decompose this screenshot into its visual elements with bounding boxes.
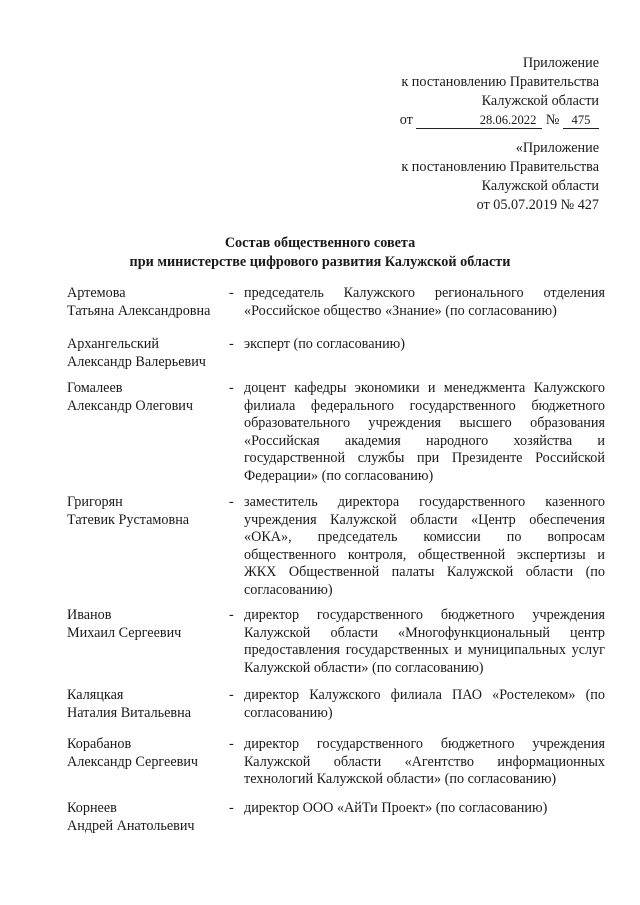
member-given-names: Александр Олегович: [67, 397, 193, 414]
title-line-1: Состав общественного совета: [224, 235, 416, 251]
member-surname: Каляцкая: [67, 687, 124, 703]
member-given-names: Михаил Сергеевич: [67, 624, 182, 641]
resolution-date: 28.06.2022: [416, 112, 542, 129]
member-given-names: Андрей Анатольевич: [67, 817, 195, 834]
title-line-2: при министерстве цифрового развития Калужской области: [129, 254, 511, 270]
member-surname: Григорян: [67, 494, 123, 510]
appendix-header-new: [400, 54, 599, 130]
member-given-names: Татевик Рустамовна: [67, 511, 190, 528]
member-given-names: Александр Валерьевич: [67, 353, 206, 370]
separator-dash: -: [229, 607, 234, 623]
appendix-label: Приложение: [522, 55, 599, 71]
member-role: доцент кафедры экономики и менеджмента Калужского филиала федерального государственного бюджетного образовательного учреждения высшего образования «Российская академия народного хозяйства и государственной службы при Президенте Российской Федерации» (по согласованию): [244, 380, 605, 484]
member-role: директор Калужского филиала ПАО «Ростелеком» (по согласованию): [244, 687, 605, 721]
appendix-label: «Приложение: [515, 140, 599, 156]
member-name: [67, 336, 227, 371]
member-given-names: Наталия Витальевна: [67, 704, 192, 721]
member-surname: Иванов: [67, 607, 112, 623]
member-name: [67, 607, 227, 642]
member-role: директор государственного бюджетного учреждения Калужской области «Агентство информационных технологий Калужской области» (по согласованию): [244, 736, 605, 787]
resolution-date-line: от 05.07.2019 № 427: [476, 197, 599, 213]
member-name: [67, 285, 227, 320]
member-surname: Корабанов: [67, 736, 132, 752]
resolution-reference: к постановлению Правительства: [401, 74, 599, 90]
separator-dash: -: [229, 336, 234, 352]
member-given-names: Александр Сергеевич: [67, 753, 199, 770]
member-role: заместитель директора государственного казенного учреждения Калужской области «Центр обеспечения «ОКА», председатель комиссии по вопросам общественного контроля, общественной экспертизы и ЖКХ Общественной палаты Калужской области (по согласованию): [244, 494, 605, 598]
member-surname: Артемова: [67, 285, 126, 301]
member-name: [67, 687, 227, 722]
separator-dash: -: [229, 800, 234, 816]
separator-dash: -: [229, 736, 234, 752]
member-role: председатель Калужского регионального отделения «Российское общество «Знание» (по согласованию): [244, 285, 605, 319]
date-prefix: от: [399, 112, 413, 128]
member-surname: Архангельский: [67, 336, 159, 352]
number-sign: №: [545, 112, 560, 128]
document-title: [0, 234, 640, 272]
region-name: Калужской области: [481, 178, 599, 194]
member-name: [67, 380, 227, 415]
appendix-header-old: [401, 139, 599, 215]
region-name: Калужской области: [481, 93, 599, 109]
resolution-reference: к постановлению Правительства: [401, 159, 599, 175]
separator-dash: -: [229, 494, 234, 510]
member-name: [67, 736, 227, 771]
member-role: эксперт (по согласованию): [244, 336, 406, 352]
member-given-names: Татьяна Александровна: [67, 302, 211, 319]
member-role: директор государственного бюджетного учреждения Калужской области «Многофункциональный центр предоставления государственных и муниципальных услуг Калужской области» (по согласованию): [244, 607, 605, 676]
separator-dash: -: [229, 687, 234, 703]
resolution-date-line: [400, 111, 599, 130]
member-role: директор ООО «АйТи Проект» (по согласованию): [244, 800, 548, 816]
separator-dash: -: [229, 380, 234, 396]
separator-dash: -: [229, 285, 234, 301]
member-surname: Гомалеев: [67, 380, 123, 396]
member-name: [67, 494, 227, 529]
member-name: [67, 800, 227, 835]
member-surname: Корнеев: [67, 800, 117, 816]
resolution-number: 475: [563, 112, 599, 129]
